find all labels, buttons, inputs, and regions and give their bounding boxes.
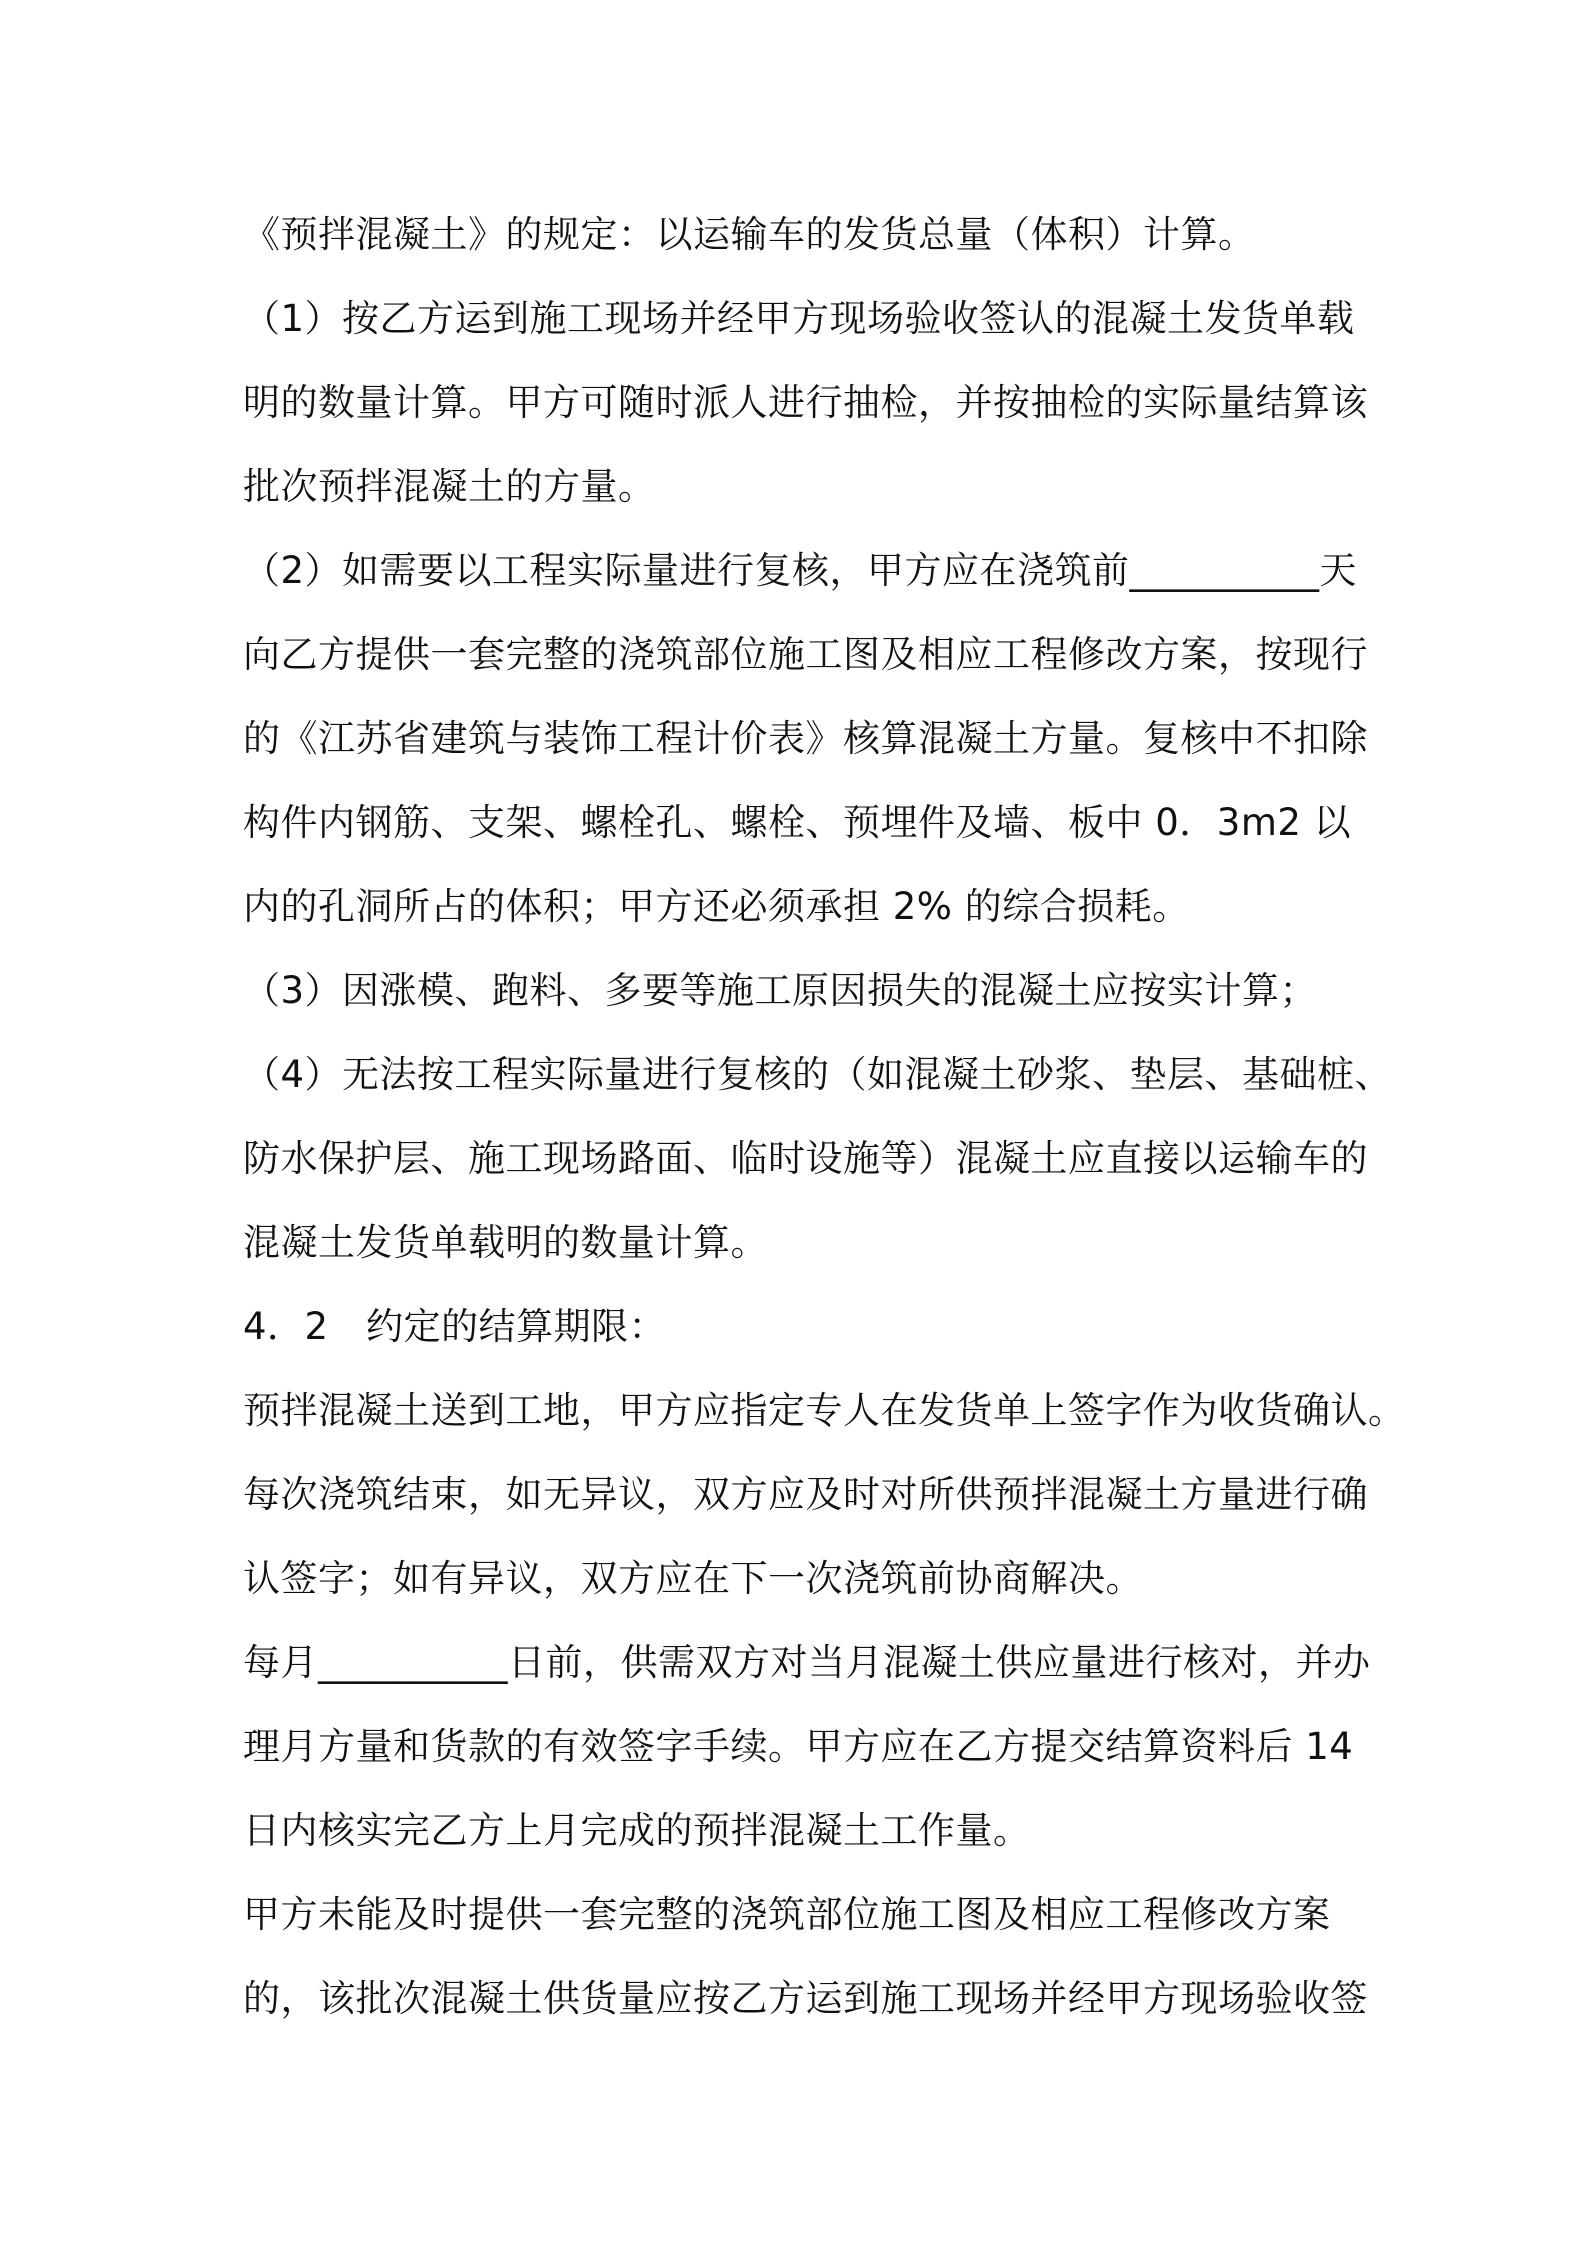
- text-line: 批次预拌混凝土的方量。: [243, 465, 656, 508]
- text-line: （3）因涨模、跑料、多要等施工原因损失的混凝土应按实计算；: [243, 969, 1318, 1012]
- text-line: 预拌混凝土送到工地，甲方应指定专人在发货单上签字作为收货确认。: [243, 1389, 1406, 1432]
- document-body: [243, 193, 1406, 2041]
- text-line: 防水保护层、施工现场路面、临时设施等）混凝土应直接以运输车的: [243, 1137, 1368, 1180]
- text-line: 每次浇筑结束，如无异议，双方应及时对所供预拌混凝土方量进行确: [243, 1473, 1368, 1516]
- text-line: 日内核实完乙方上月完成的预拌混凝土工作量。: [243, 1809, 1031, 1852]
- text-line: 理月方量和货款的有效签字手续。甲方应在乙方提交结算资料后 14: [243, 1725, 1354, 1768]
- text-line: （2）如需要以工程实际量进行复核，甲方应在浇筑前__________天: [243, 549, 1358, 592]
- section-heading: 4．2 约定的结算期限：: [243, 1305, 667, 1348]
- text-line: 内的孔洞所占的体积；甲方还必须承担 2% 的综合损耗。: [243, 885, 1190, 928]
- text-line: 《预拌混凝土》的规定：以运输车的发货总量（体积）计算。: [243, 213, 1256, 256]
- text-line: 向乙方提供一套完整的浇筑部位施工图及相应工程修改方案，按现行: [243, 633, 1368, 676]
- text-line: 明的数量计算。甲方可随时派人进行抽检，并按抽检的实际量结算该: [243, 381, 1368, 424]
- text-line: 构件内钢筋、支架、螺栓孔、螺栓、预埋件及墙、板中 0．3m2 以: [243, 801, 1352, 844]
- text-line: 混凝土发货单载明的数量计算。: [243, 1221, 768, 1264]
- text-line: 每月__________日前，供需双方对当月混凝土供应量进行核对，并办: [243, 1641, 1371, 1684]
- text-line: （4）无法按工程实际量进行复核的（如混凝土砂浆、垫层、基础桩、: [243, 1053, 1393, 1096]
- text-line: （1）按乙方运到施工现场并经甲方现场验收签认的混凝土发货单载: [243, 297, 1355, 340]
- text-line: 认签字；如有异议，双方应在下一次浇筑前协商解决。: [243, 1557, 1143, 1600]
- text-line: 甲方未能及时提供一套完整的浇筑部位施工图及相应工程修改方案: [243, 1893, 1331, 1936]
- text-line: 的《江苏省建筑与装饰工程计价表》核算混凝土方量。复核中不扣除: [243, 717, 1368, 760]
- text-line: 的，该批次混凝土供货量应按乙方运到施工现场并经甲方现场验收签: [243, 1977, 1368, 2020]
